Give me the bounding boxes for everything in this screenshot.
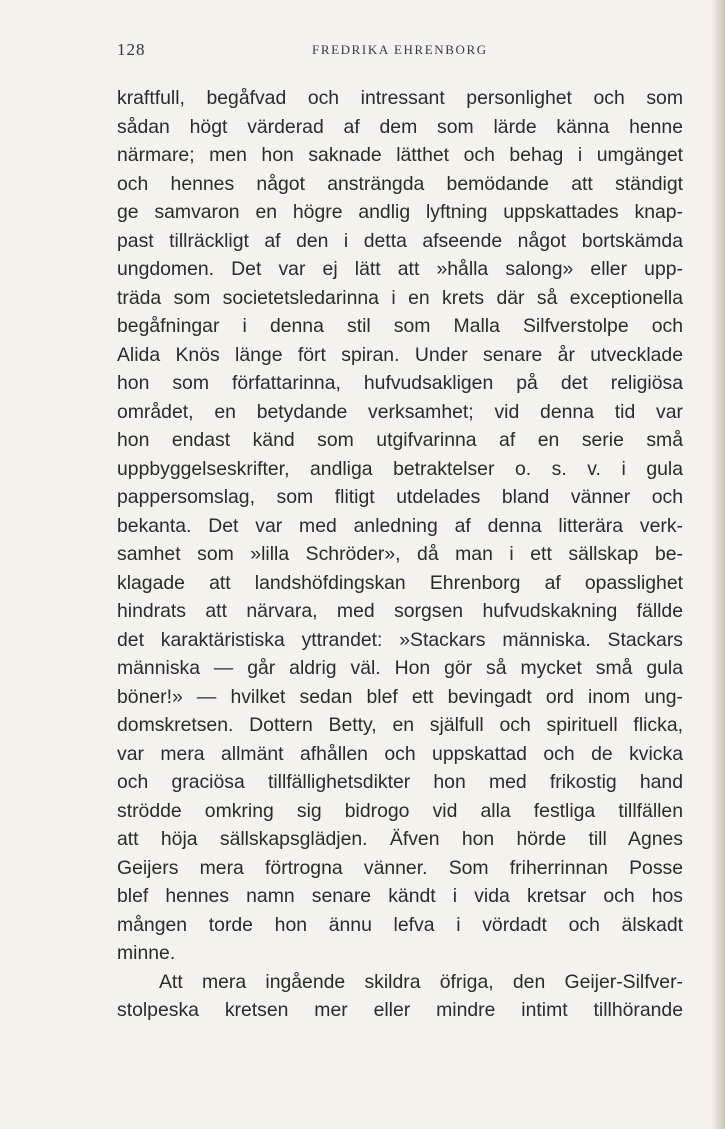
text-line: minne. bbox=[117, 942, 176, 964]
text-line: närmare; men hon saknade lätthet och behag i umgänget bbox=[117, 144, 683, 166]
text-line: ungdomen. Det var ej lätt att »hålla salong» eller upp- bbox=[117, 258, 683, 280]
text-line: det karaktäristiska yttrandet: »Stackars människa. Stackars bbox=[117, 628, 683, 651]
text-line: området, en betydande verksamhet; vid denna tid var bbox=[117, 400, 683, 423]
text-line: hindrats att närvara, med sorgsen hufvudskakning fällde bbox=[117, 600, 683, 622]
text-line: människa — går aldrig väl. Hon gör så mycket små gula bbox=[117, 657, 683, 679]
text-line: hon endast känd som utgifvarinna af en serie små bbox=[117, 429, 683, 451]
page-edge-shadow bbox=[711, 0, 725, 1129]
text-line: hon som författarinna, hufvudsakligen på det religiösa bbox=[117, 372, 683, 394]
text-line: kraftfull, begåfvad och intressant personlighet och som bbox=[117, 87, 683, 109]
text-line: och hennes något ansträngda bemödande att ständigt bbox=[117, 172, 683, 195]
text-line: att höja sällskapsglädjen. Äfven hon hörde till Agnes bbox=[117, 828, 683, 850]
text-line: bekanta. Det var med anledning af denna litterära verk- bbox=[117, 514, 683, 537]
text-line: och graciösa tillfällighetsdikter hon med frikostig hand bbox=[117, 771, 683, 793]
text-line: begåfningar i denna stil som Malla Silfverstolpe och bbox=[117, 315, 683, 337]
text-line: uppbyggelseskrifter, andliga betraktelser o. s. v. i gula bbox=[117, 457, 683, 480]
body-text bbox=[117, 84, 683, 1025]
page-number: 128 bbox=[117, 40, 146, 59]
text-line: klagade att landshöfdingskan Ehrenborg af opasslighet bbox=[117, 571, 683, 594]
text-line: blef hennes namn senare kändt i vida kretsar och hos bbox=[117, 885, 683, 907]
text-line: pappersomslag, som flitigt utdelades bland vänner och bbox=[117, 486, 683, 508]
text-line: domskretsen. Dottern Betty, en själfull och spirituell flicka, bbox=[117, 714, 683, 736]
text-line: ge samvaron en högre andlig lyftning uppskattades knap- bbox=[117, 201, 683, 223]
paragraph-first-line: Att mera ingående skildra öfriga, den Geijer-Silfver- bbox=[159, 970, 683, 993]
running-head: FREDRIKA EHRENBORG bbox=[312, 42, 488, 57]
text-line: Geijers mera förtrogna vänner. Som friherrinnan Posse bbox=[117, 856, 683, 879]
text-line: strödde omkring sig bidrogo vid alla festliga tillfällen bbox=[117, 799, 683, 822]
text-line: böner!» — hvilket sedan blef ett bevingadt ord inom ung- bbox=[117, 685, 683, 708]
text-line: mången torde hon ännu lefva i vördadt och älskadt bbox=[117, 913, 683, 936]
text-line: past tillräckligt af den i detta afseende något bortskämda bbox=[117, 229, 683, 252]
text-line: stolpeska kretsen mer eller mindre intimt tillhörande bbox=[117, 999, 683, 1021]
text-line: var mera allmänt afhållen och uppskattad och de kvicka bbox=[117, 742, 683, 765]
text-line: sådan högt värderad af dem som lärde känna henne bbox=[117, 115, 683, 138]
text-line: Alida Knös länge fört spiran. Under senare år utvecklade bbox=[117, 343, 683, 366]
text-line: träda som societetsledarinna i en krets där så exceptionella bbox=[117, 286, 683, 309]
page-header bbox=[117, 40, 683, 70]
text-line: samhet som »lilla Schröder», då man i ett sällskap be- bbox=[117, 543, 683, 565]
